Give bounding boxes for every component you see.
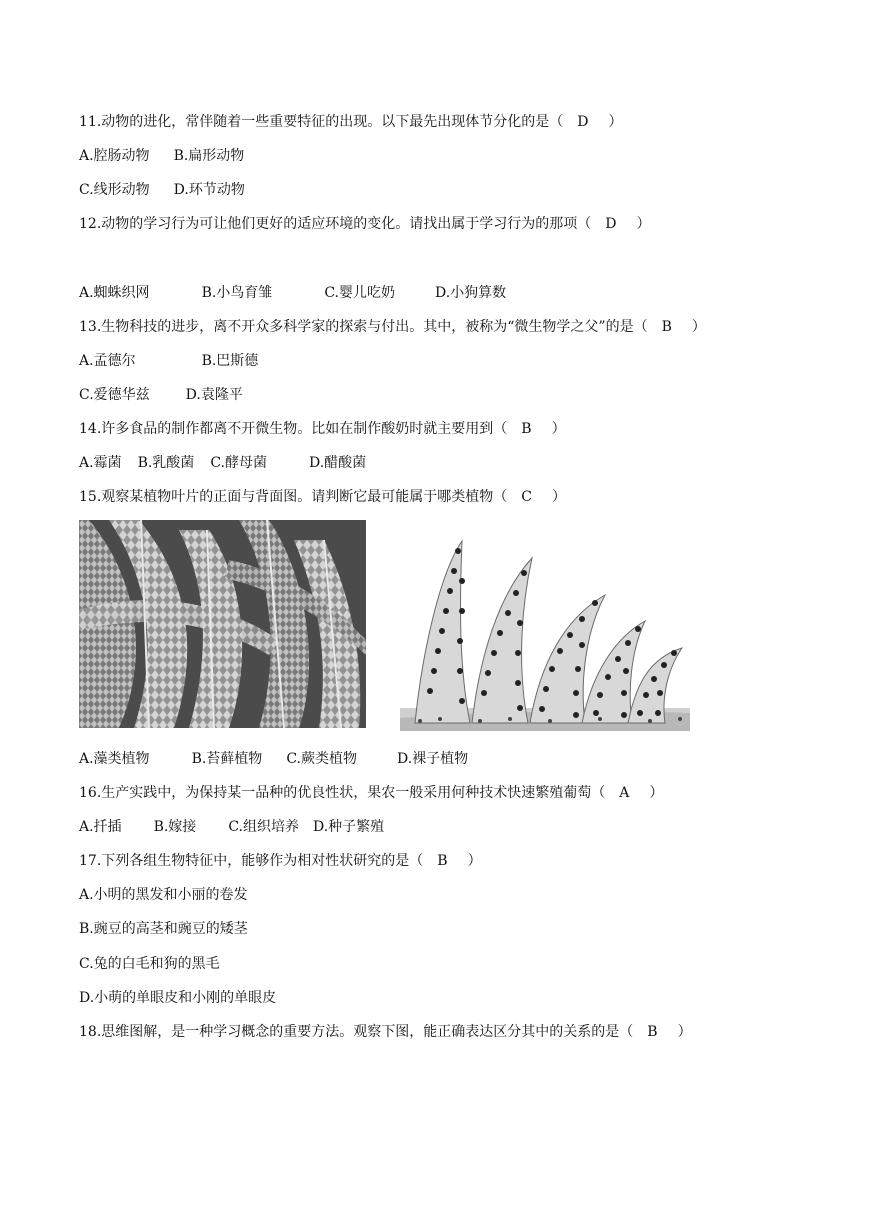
option-text: D.袁隆平 (185, 387, 243, 403)
option-text: B.扁形动物 (173, 148, 245, 164)
option-text: C.线形动物 (79, 182, 150, 198)
option-line (79, 955, 220, 973)
close-paren: ） (649, 785, 664, 801)
close-paren: ） (691, 319, 706, 335)
question-15 (79, 488, 566, 506)
option-line (79, 989, 276, 1007)
options-row (79, 181, 245, 199)
option-text: B.巴斯德 (201, 353, 259, 369)
answer-letter: B (661, 319, 672, 335)
question-stem: 16.生产实践中，为保持某一品种的优良性状，果农一般采用何种技术快速繁殖葡萄（ (79, 785, 606, 801)
option-text: A.藻类植物 (79, 751, 150, 767)
option-text: D.裸子植物 (396, 751, 469, 767)
option-text: B.小鸟育雏 (201, 285, 273, 301)
option-text: C.婴儿吃奶 (324, 285, 395, 301)
option-line (79, 920, 248, 938)
option-line (79, 886, 248, 904)
answer-letter: D (605, 216, 617, 232)
option-text: A.扦插 (79, 819, 122, 835)
options-row (79, 386, 243, 404)
option-text: A.蜘蛛织网 (79, 285, 150, 301)
option-text: D.种子繁殖 (312, 819, 385, 835)
question-17 (79, 852, 482, 870)
options-row (79, 818, 384, 836)
close-paren: ） (551, 421, 566, 437)
question-18 (79, 1023, 692, 1041)
close-paren: ） (608, 114, 623, 130)
answer-letter: A (619, 785, 630, 801)
fern-frond-back-sori-drawing (400, 533, 690, 731)
question-11 (79, 113, 623, 131)
answer-letter: D (577, 114, 589, 130)
options-row (79, 750, 468, 768)
question-stem: 14.许多食品的制作都离不开微生物。比如在制作酸奶时就主要用到（ (79, 421, 508, 437)
question-stem: 12.动物的学习行为可让他们更好的适应环境的变化。请找出属于学习行为的那项（ (79, 216, 592, 232)
option-text: C.酵母菌 (210, 455, 267, 471)
question-stem: 11.动物的进化，常伴随着一些重要特征的出现。以下最先出现体节分化的是（ (79, 114, 564, 130)
option-text: B.嫁接 (153, 819, 197, 835)
option-text: B.豌豆的高茎和豌豆的矮茎 (79, 921, 248, 937)
question-stem: 13.生物科技的进步，离不开众多科学家的探索与付出。其中，被称为“微生物学之父”的是（ (79, 319, 648, 335)
option-text: C.兔的白毛和狗的黑毛 (79, 956, 220, 972)
option-text: B.乳酸菌 (137, 455, 195, 471)
question-13 (79, 318, 706, 336)
question-12 (79, 215, 651, 233)
answer-letter: C (521, 489, 532, 505)
options-row (79, 352, 258, 370)
fern-frond-front-photo (79, 520, 366, 728)
option-text: A.霉菌 (79, 455, 122, 471)
question-stem: 15.观察某植物叶片的正面与背面图。请判断它最可能属于哪类植物（ (79, 489, 508, 505)
options-row (79, 284, 506, 302)
answer-letter: B (647, 1024, 658, 1040)
question-14 (79, 420, 566, 438)
close-paren: ） (467, 853, 482, 869)
option-text: C.组织培养 (228, 819, 299, 835)
close-paren: ） (677, 1024, 692, 1040)
option-text: D.小萌的单眼皮和小刚的单眼皮 (79, 990, 277, 1006)
option-text: C.蕨类植物 (286, 751, 357, 767)
option-text: A.腔肠动物 (79, 148, 150, 164)
option-text: D.环节动物 (173, 182, 245, 198)
question-stem: 17.下列各组生物特征中，能够作为相对性状研究的是（ (79, 853, 424, 869)
close-paren: ） (551, 489, 566, 505)
answer-letter: B (521, 421, 532, 437)
question-16 (79, 784, 663, 802)
options-row (79, 147, 244, 165)
option-text: C.爱德华兹 (79, 387, 150, 403)
option-text: A.孟德尔 (79, 353, 136, 369)
option-text: D.小狗算数 (434, 285, 507, 301)
answer-letter: B (437, 853, 448, 869)
options-row (79, 454, 366, 472)
option-text: B.苔藓植物 (191, 751, 263, 767)
question-stem: 18.思维图解，是一种学习概念的重要方法。观察下图，能正确表达区分其中的关系的是（ (79, 1024, 634, 1040)
option-text: D.醋酸菌 (308, 455, 367, 471)
option-text: A.小明的黑发和小丽的卷发 (79, 887, 248, 903)
close-paren: ） (636, 216, 651, 232)
